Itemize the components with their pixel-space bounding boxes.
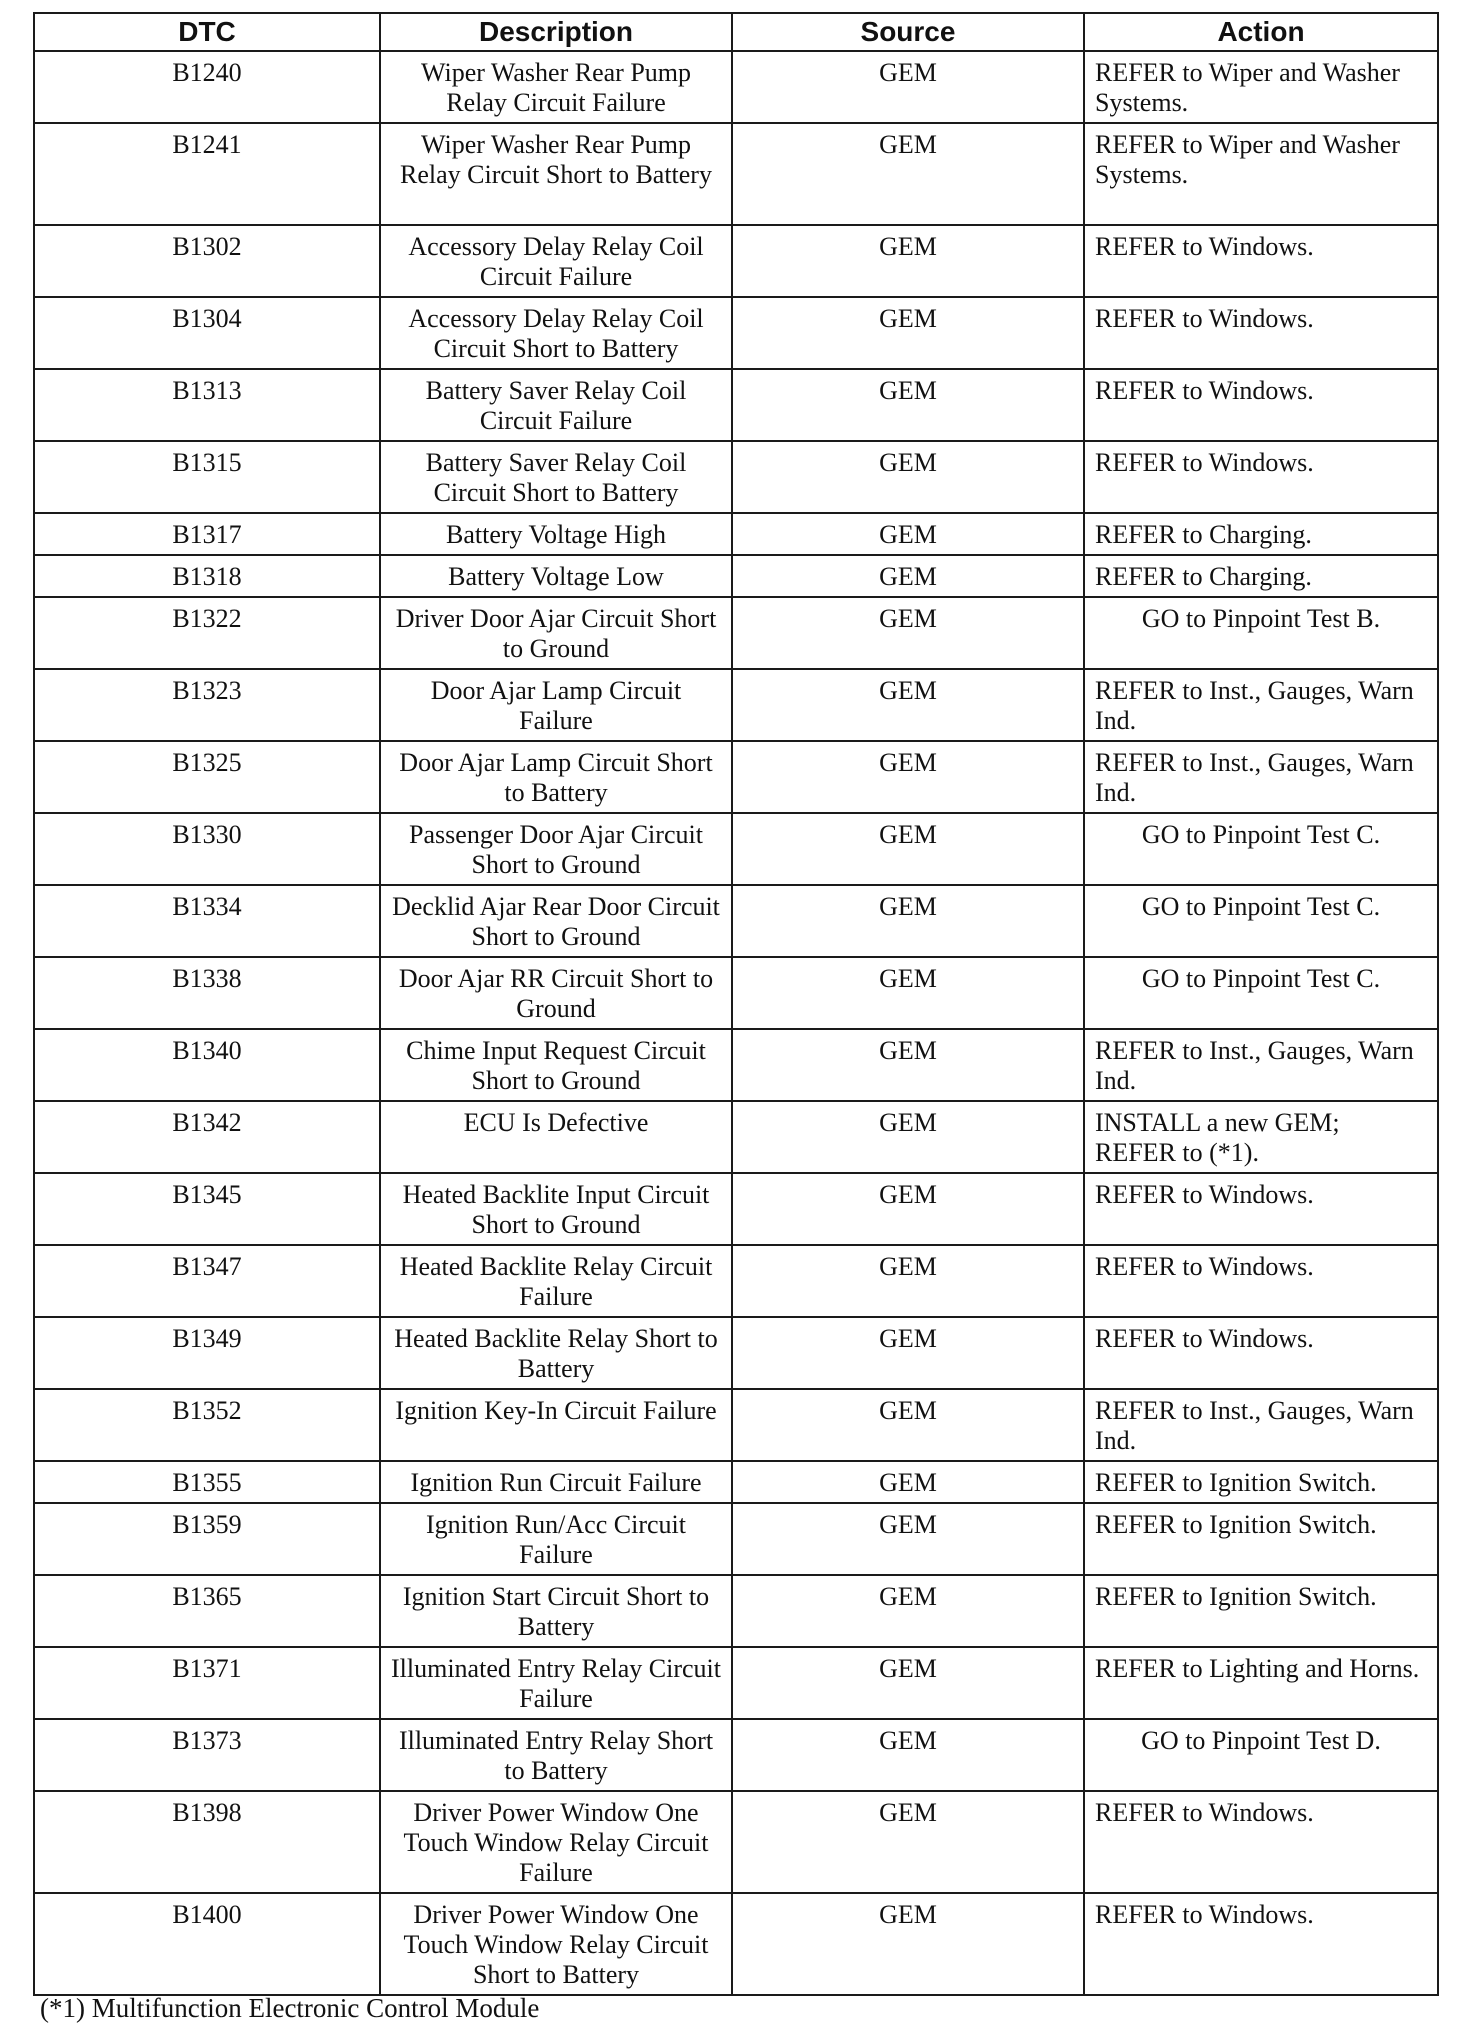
- dtc-code: B1313: [34, 369, 380, 441]
- table-row: [34, 225, 1438, 297]
- dtc-description: Wiper Washer Rear Pump Relay Circuit Failure: [380, 51, 732, 123]
- table-row: [34, 957, 1438, 1029]
- dtc-code: B1371: [34, 1647, 380, 1719]
- dtc-code: B1359: [34, 1503, 380, 1575]
- dtc-action: REFER to Inst., Gauges, Warn Ind.: [1084, 669, 1438, 741]
- dtc-source: GEM: [732, 1647, 1084, 1719]
- dtc-description: Driver Door Ajar Circuit Short to Ground: [380, 597, 732, 669]
- dtc-action: INSTALL a new GEM; REFER to (*1).: [1084, 1101, 1438, 1173]
- dtc-action: REFER to Windows.: [1084, 441, 1438, 513]
- dtc-description: Door Ajar Lamp Circuit Short to Battery: [380, 741, 732, 813]
- table-row: [34, 441, 1438, 513]
- dtc-action: REFER to Ignition Switch.: [1084, 1503, 1438, 1575]
- dtc-action: REFER to Windows.: [1084, 225, 1438, 297]
- table-row: [34, 1719, 1438, 1791]
- dtc-description: Wiper Washer Rear Pump Relay Circuit Short to Battery: [380, 123, 732, 225]
- table-row: [34, 1647, 1438, 1719]
- dtc-source: GEM: [732, 369, 1084, 441]
- dtc-source: GEM: [732, 885, 1084, 957]
- dtc-description: Driver Power Window One Touch Window Relay Circuit Short to Battery: [380, 1893, 732, 1995]
- dtc-description: Passenger Door Ajar Circuit Short to Ground: [380, 813, 732, 885]
- dtc-action: REFER to Wiper and Washer Systems.: [1084, 51, 1438, 123]
- dtc-code: B1302: [34, 225, 380, 297]
- dtc-source: GEM: [732, 123, 1084, 225]
- dtc-action: REFER to Charging.: [1084, 555, 1438, 597]
- dtc-source: GEM: [732, 813, 1084, 885]
- dtc-description: Heated Backlite Input Circuit Short to Ground: [380, 1173, 732, 1245]
- table-row: [34, 123, 1438, 225]
- dtc-source: GEM: [732, 1173, 1084, 1245]
- dtc-action: GO to Pinpoint Test C.: [1084, 885, 1438, 957]
- dtc-code: B1352: [34, 1389, 380, 1461]
- dtc-source: GEM: [732, 1029, 1084, 1101]
- dtc-code: B1342: [34, 1101, 380, 1173]
- dtc-action: REFER to Lighting and Horns.: [1084, 1647, 1438, 1719]
- dtc-code: B1400: [34, 1893, 380, 1995]
- table-row: [34, 1893, 1438, 1995]
- dtc-document: [33, 12, 1437, 1996]
- dtc-code: B1315: [34, 441, 380, 513]
- table-row: [34, 297, 1438, 369]
- dtc-source: GEM: [732, 1893, 1084, 1995]
- dtc-action: REFER to Windows.: [1084, 297, 1438, 369]
- dtc-action: GO to Pinpoint Test D.: [1084, 1719, 1438, 1791]
- table-row: [34, 555, 1438, 597]
- dtc-action: REFER to Windows.: [1084, 1893, 1438, 1995]
- dtc-source: GEM: [732, 441, 1084, 513]
- dtc-description: Driver Power Window One Touch Window Relay Circuit Failure: [380, 1791, 732, 1893]
- dtc-source: GEM: [732, 1503, 1084, 1575]
- dtc-description: Illuminated Entry Relay Circuit Failure: [380, 1647, 732, 1719]
- dtc-description: Door Ajar RR Circuit Short to Ground: [380, 957, 732, 1029]
- table-row: [34, 1575, 1438, 1647]
- dtc-source: GEM: [732, 513, 1084, 555]
- table-row: [34, 1173, 1438, 1245]
- dtc-description: Chime Input Request Circuit Short to Ground: [380, 1029, 732, 1101]
- table-row: [34, 1029, 1438, 1101]
- dtc-action: GO to Pinpoint Test B.: [1084, 597, 1438, 669]
- dtc-description: Accessory Delay Relay Coil Circuit Failure: [380, 225, 732, 297]
- dtc-description: Decklid Ajar Rear Door Circuit Short to Ground: [380, 885, 732, 957]
- dtc-description: Battery Voltage High: [380, 513, 732, 555]
- table-row: [34, 1461, 1438, 1503]
- table-row: [34, 1317, 1438, 1389]
- header-action: Action: [1084, 13, 1438, 51]
- dtc-source: GEM: [732, 1575, 1084, 1647]
- dtc-source: GEM: [732, 555, 1084, 597]
- header-dtc: DTC: [34, 13, 380, 51]
- dtc-source: GEM: [732, 957, 1084, 1029]
- table-row: [34, 1389, 1438, 1461]
- dtc-code: B1322: [34, 597, 380, 669]
- dtc-action: REFER to Charging.: [1084, 513, 1438, 555]
- dtc-source: GEM: [732, 1719, 1084, 1791]
- dtc-code: B1334: [34, 885, 380, 957]
- dtc-code: B1318: [34, 555, 380, 597]
- dtc-description: Illuminated Entry Relay Short to Battery: [380, 1719, 732, 1791]
- dtc-action: GO to Pinpoint Test C.: [1084, 813, 1438, 885]
- dtc-source: GEM: [732, 1245, 1084, 1317]
- dtc-description: Heated Backlite Relay Short to Battery: [380, 1317, 732, 1389]
- dtc-code: B1349: [34, 1317, 380, 1389]
- dtc-code: B1338: [34, 957, 380, 1029]
- dtc-code: B1304: [34, 297, 380, 369]
- table-row: [34, 741, 1438, 813]
- dtc-action: REFER to Inst., Gauges, Warn Ind.: [1084, 1389, 1438, 1461]
- dtc-code: B1240: [34, 51, 380, 123]
- dtc-action: REFER to Windows.: [1084, 369, 1438, 441]
- dtc-code: B1373: [34, 1719, 380, 1791]
- dtc-description: Door Ajar Lamp Circuit Failure: [380, 669, 732, 741]
- footnote: (*1) Multifunction Electronic Control Module: [40, 1993, 540, 2023]
- dtc-description: Ignition Run Circuit Failure: [380, 1461, 732, 1503]
- dtc-source: GEM: [732, 1317, 1084, 1389]
- dtc-source: GEM: [732, 669, 1084, 741]
- dtc-source: GEM: [732, 1389, 1084, 1461]
- dtc-action: REFER to Inst., Gauges, Warn Ind.: [1084, 1029, 1438, 1101]
- dtc-description: Accessory Delay Relay Coil Circuit Short to Battery: [380, 297, 732, 369]
- dtc-code: B1325: [34, 741, 380, 813]
- dtc-description: Battery Voltage Low: [380, 555, 732, 597]
- dtc-source: GEM: [732, 741, 1084, 813]
- dtc-code: B1347: [34, 1245, 380, 1317]
- table-row: [34, 885, 1438, 957]
- dtc-source: GEM: [732, 297, 1084, 369]
- dtc-source: GEM: [732, 1101, 1084, 1173]
- dtc-code: B1330: [34, 813, 380, 885]
- dtc-source: GEM: [732, 225, 1084, 297]
- dtc-source: GEM: [732, 1791, 1084, 1893]
- table-row: [34, 669, 1438, 741]
- table-row: [34, 813, 1438, 885]
- header-description: Description: [380, 13, 732, 51]
- dtc-description: Battery Saver Relay Coil Circuit Failure: [380, 369, 732, 441]
- table-row: [34, 597, 1438, 669]
- dtc-code: B1241: [34, 123, 380, 225]
- dtc-action: GO to Pinpoint Test C.: [1084, 957, 1438, 1029]
- dtc-description: Ignition Key-In Circuit Failure: [380, 1389, 732, 1461]
- dtc-action: REFER to Inst., Gauges, Warn Ind.: [1084, 741, 1438, 813]
- dtc-action: REFER to Windows.: [1084, 1317, 1438, 1389]
- dtc-source: GEM: [732, 597, 1084, 669]
- dtc-action: REFER to Ignition Switch.: [1084, 1461, 1438, 1503]
- dtc-code: B1345: [34, 1173, 380, 1245]
- table-row: [34, 1101, 1438, 1173]
- dtc-action: REFER to Windows.: [1084, 1245, 1438, 1317]
- dtc-code: B1317: [34, 513, 380, 555]
- table-header-row: [34, 13, 1438, 51]
- dtc-code: B1340: [34, 1029, 380, 1101]
- table-row: [34, 1245, 1438, 1317]
- dtc-source: GEM: [732, 51, 1084, 123]
- dtc-description: Ignition Run/Acc Circuit Failure: [380, 1503, 732, 1575]
- dtc-description: Ignition Start Circuit Short to Battery: [380, 1575, 732, 1647]
- dtc-code: B1365: [34, 1575, 380, 1647]
- dtc-action: REFER to Windows.: [1084, 1173, 1438, 1245]
- table-row: [34, 51, 1438, 123]
- dtc-action: REFER to Wiper and Washer Systems.: [1084, 123, 1438, 225]
- dtc-code: B1323: [34, 669, 380, 741]
- dtc-description: Heated Backlite Relay Circuit Failure: [380, 1245, 732, 1317]
- dtc-action: REFER to Ignition Switch.: [1084, 1575, 1438, 1647]
- dtc-action: REFER to Windows.: [1084, 1791, 1438, 1893]
- table-row: [34, 369, 1438, 441]
- dtc-source: GEM: [732, 1461, 1084, 1503]
- dtc-code: B1398: [34, 1791, 380, 1893]
- header-source: Source: [732, 13, 1084, 51]
- dtc-description: Battery Saver Relay Coil Circuit Short to Battery: [380, 441, 732, 513]
- dtc-table: [33, 12, 1439, 1996]
- table-row: [34, 1791, 1438, 1893]
- table-row: [34, 513, 1438, 555]
- table-row: [34, 1503, 1438, 1575]
- dtc-description: ECU Is Defective: [380, 1101, 732, 1173]
- dtc-code: B1355: [34, 1461, 380, 1503]
